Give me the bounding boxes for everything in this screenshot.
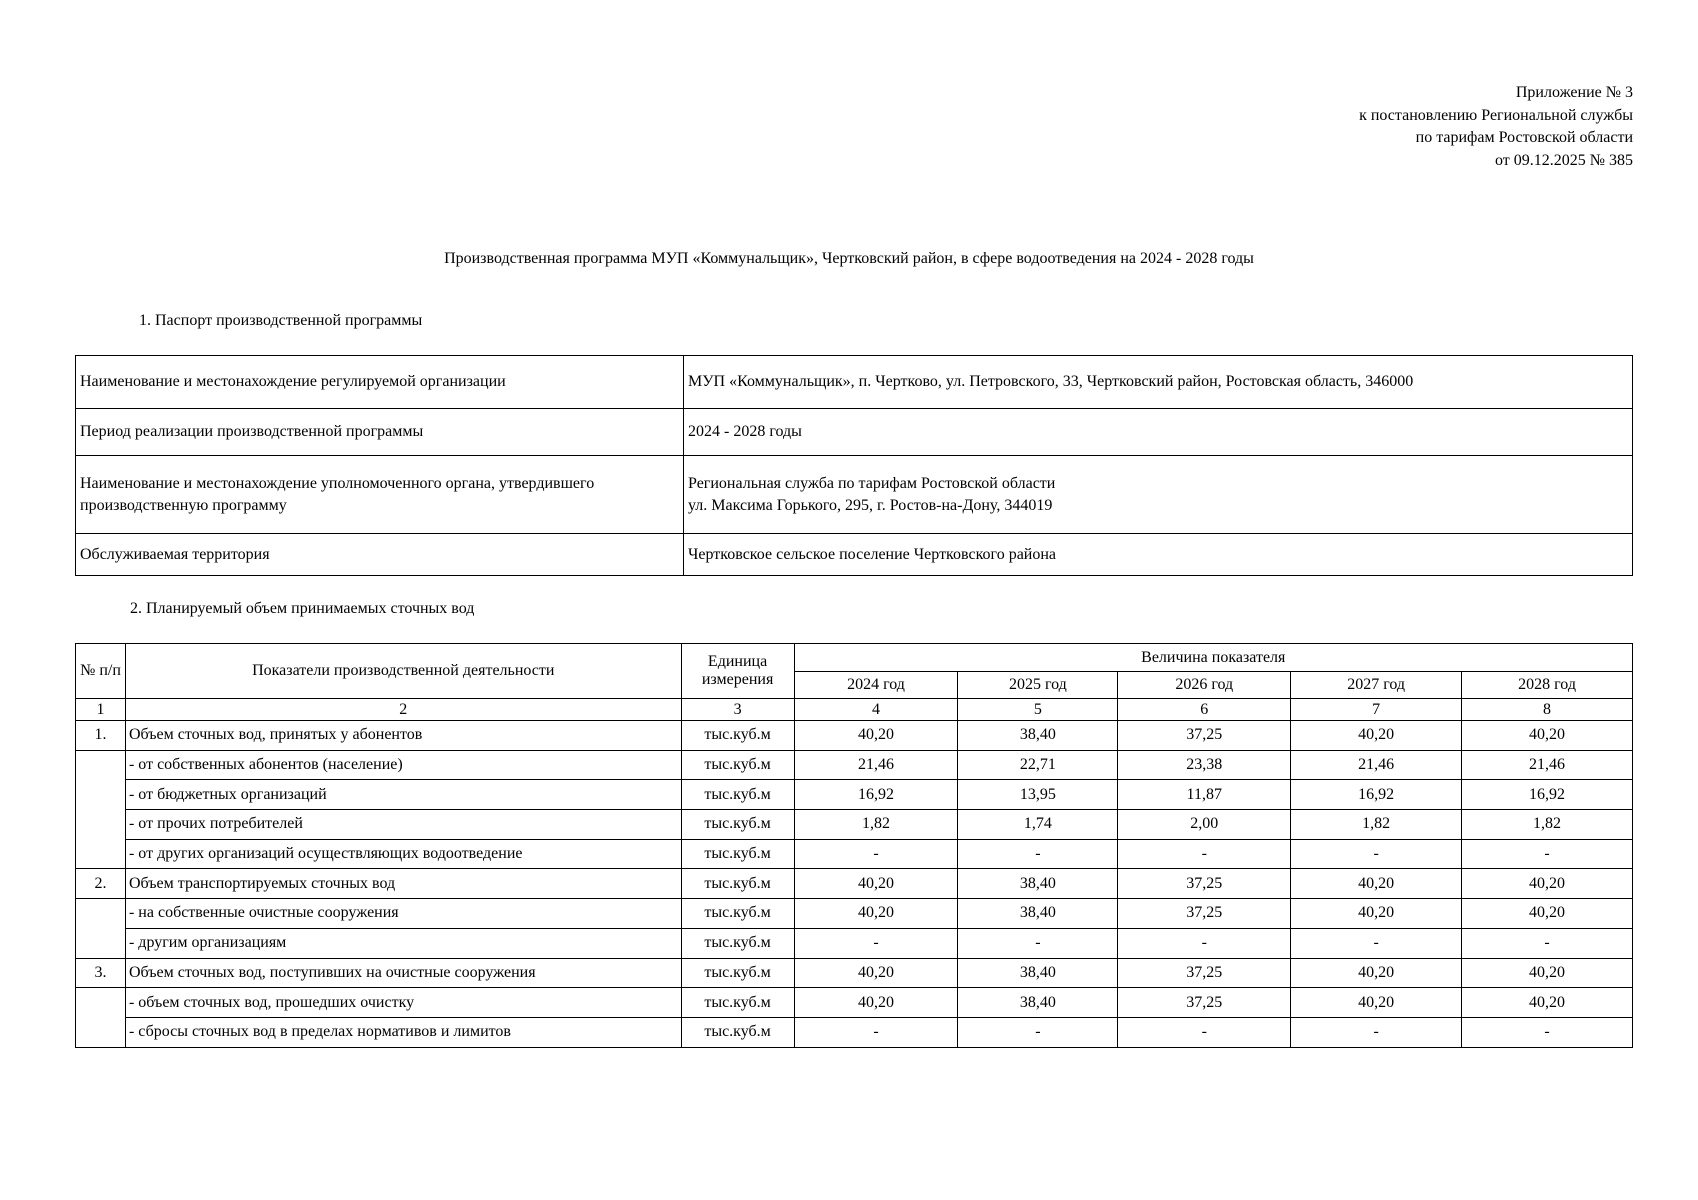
appendix-line: Приложение № 3 bbox=[1515, 84, 1633, 101]
header-row bbox=[76, 644, 1633, 672]
table-row bbox=[76, 721, 1633, 751]
row-unit: тыс.куб.м bbox=[681, 750, 794, 780]
header-year: 2024 год bbox=[794, 672, 958, 699]
row-indicator: Объем сточных вод, принятых у абонентов bbox=[125, 721, 681, 751]
row-value: 16,92 bbox=[794, 780, 958, 810]
row-indicator: Объем транспортируемых сточных вод bbox=[125, 869, 681, 899]
table-row bbox=[76, 750, 1633, 780]
column-number: 6 bbox=[1118, 699, 1291, 721]
row-value: - bbox=[1291, 1017, 1462, 1047]
row-value: 2,00 bbox=[1118, 810, 1291, 840]
passport-value: МУП «Коммунальщик», п. Чертково, ул. Петровского, 33, Чертковский район, Ростовская область, 346000 bbox=[684, 356, 1633, 409]
row-value: 40,20 bbox=[794, 721, 958, 751]
row-indicator: - от бюджетных организаций bbox=[125, 780, 681, 810]
row-indicator: - сбросы сточных вод в пределах нормативов и лимитов bbox=[125, 1017, 681, 1047]
row-value: 38,40 bbox=[958, 958, 1118, 988]
row-indicator: - от прочих потребителей bbox=[125, 810, 681, 840]
row-unit: тыс.куб.м bbox=[681, 721, 794, 751]
row-value: - bbox=[1462, 1017, 1633, 1047]
passport-label: Обслуживаемая территория bbox=[76, 534, 684, 576]
column-number: 2 bbox=[125, 699, 681, 721]
column-number: 1 bbox=[76, 699, 126, 721]
column-numbers-row bbox=[76, 699, 1633, 721]
row-value: - bbox=[958, 1017, 1118, 1047]
row-value: - bbox=[794, 839, 958, 869]
column-number: 4 bbox=[794, 699, 958, 721]
passport-value-line: Региональная служба по тарифам Ростовской области bbox=[688, 474, 1056, 492]
row-unit: тыс.куб.м bbox=[681, 928, 794, 958]
row-value: - bbox=[1291, 839, 1462, 869]
row-number: 1. bbox=[76, 721, 126, 751]
row-value: 37,25 bbox=[1118, 899, 1291, 929]
passport-row bbox=[76, 409, 1633, 456]
row-value: 37,25 bbox=[1118, 958, 1291, 988]
row-value: 40,20 bbox=[1291, 869, 1462, 899]
row-value: 40,20 bbox=[794, 988, 958, 1018]
row-value: 40,20 bbox=[1462, 958, 1633, 988]
row-unit: тыс.куб.м bbox=[681, 839, 794, 869]
row-value: 23,38 bbox=[1118, 750, 1291, 780]
row-number: 2. bbox=[76, 869, 126, 899]
table-row bbox=[76, 810, 1633, 840]
passport-row bbox=[76, 534, 1633, 576]
passport-value-line: ул. Максима Горького, 295, г. Ростов-на-Дону, 344019 bbox=[688, 496, 1053, 514]
row-unit: тыс.куб.м bbox=[681, 1017, 794, 1047]
row-indicator: Объем сточных вод, поступивших на очистные сооружения bbox=[125, 958, 681, 988]
appendix-line: к постановлению Региональной службы bbox=[1359, 106, 1633, 124]
header-indicator: Показатели производственной деятельности bbox=[125, 644, 681, 699]
row-number bbox=[76, 750, 126, 869]
header-year: 2025 год bbox=[958, 672, 1118, 699]
row-value: 22,71 bbox=[958, 750, 1118, 780]
row-value: 37,25 bbox=[1118, 988, 1291, 1018]
row-unit: тыс.куб.м bbox=[681, 780, 794, 810]
row-value: - bbox=[958, 928, 1118, 958]
section-heading-volume: 2. Планируемый объем принимаемых сточных вод bbox=[130, 600, 475, 617]
row-value: - bbox=[1118, 839, 1291, 869]
document-title: Производственная программа МУП «Коммунальщик», Чертковский район, в сфере водоотведения на 2024 - 2028 годы bbox=[444, 250, 1254, 267]
row-number bbox=[76, 899, 126, 958]
row-value: 40,20 bbox=[1462, 899, 1633, 929]
row-number bbox=[76, 988, 126, 1047]
row-value: 40,20 bbox=[794, 869, 958, 899]
row-unit: тыс.куб.м bbox=[681, 810, 794, 840]
row-number: 3. bbox=[76, 958, 126, 988]
row-value: 16,92 bbox=[1462, 780, 1633, 810]
row-value: 40,20 bbox=[794, 899, 958, 929]
row-value: 40,20 bbox=[1462, 721, 1633, 751]
row-value: 38,40 bbox=[958, 988, 1118, 1018]
row-value: - bbox=[1291, 928, 1462, 958]
passport-label: Период реализации производственной программы bbox=[76, 409, 684, 456]
appendix-line: по тарифам Ростовской области bbox=[1415, 129, 1633, 146]
passport-table bbox=[75, 355, 1633, 576]
passport-value bbox=[684, 456, 1633, 534]
row-unit: тыс.куб.м bbox=[681, 899, 794, 929]
row-value: 13,95 bbox=[958, 780, 1118, 810]
passport-value: 2024 - 2028 годы bbox=[684, 409, 1633, 456]
row-value: 38,40 bbox=[958, 721, 1118, 751]
volume-table bbox=[75, 643, 1633, 1048]
row-value: 38,40 bbox=[958, 899, 1118, 929]
row-value: 40,20 bbox=[1462, 869, 1633, 899]
appendix-header bbox=[1359, 82, 1633, 172]
row-value: - bbox=[794, 1017, 958, 1047]
row-value: 37,25 bbox=[1118, 869, 1291, 899]
table-row bbox=[76, 1017, 1633, 1047]
table-row bbox=[76, 839, 1633, 869]
row-value: 1,82 bbox=[1462, 810, 1633, 840]
row-indicator: - от собственных абонентов (население) bbox=[125, 750, 681, 780]
row-value: 21,46 bbox=[1291, 750, 1462, 780]
passport-label: Наименование и местонахождение уполномоченного органа, утвердившего производственную программу bbox=[76, 456, 684, 534]
row-value: 40,20 bbox=[1462, 988, 1633, 1018]
row-value: - bbox=[1462, 839, 1633, 869]
row-value: 40,20 bbox=[1291, 899, 1462, 929]
appendix-line: от 09.12.2025 № 385 bbox=[1494, 151, 1633, 169]
row-value: 40,20 bbox=[1291, 988, 1462, 1018]
row-value: - bbox=[1118, 928, 1291, 958]
column-number: 5 bbox=[958, 699, 1118, 721]
row-value: - bbox=[794, 928, 958, 958]
passport-row bbox=[76, 356, 1633, 409]
row-value: 40,20 bbox=[1291, 958, 1462, 988]
table-row bbox=[76, 780, 1633, 810]
header-unit: Единица измерения bbox=[681, 644, 794, 699]
row-value: - bbox=[1118, 1017, 1291, 1047]
row-indicator: - на собственные очистные сооружения bbox=[125, 899, 681, 929]
row-indicator: - объем сточных вод, прошедших очистку bbox=[125, 988, 681, 1018]
header-year: 2028 год bbox=[1462, 672, 1633, 699]
row-indicator: - другим организациям bbox=[125, 928, 681, 958]
row-value: 1,82 bbox=[794, 810, 958, 840]
header-value-group: Величина показателя bbox=[794, 644, 1632, 672]
row-value: 1,82 bbox=[1291, 810, 1462, 840]
row-unit: тыс.куб.м bbox=[681, 988, 794, 1018]
table-row bbox=[76, 899, 1633, 929]
row-value: 40,20 bbox=[1291, 721, 1462, 751]
passport-row bbox=[76, 456, 1633, 534]
header-year: 2027 год bbox=[1291, 672, 1462, 699]
row-value: 21,46 bbox=[794, 750, 958, 780]
row-value: 1,74 bbox=[958, 810, 1118, 840]
row-value: - bbox=[958, 839, 1118, 869]
row-value: 38,40 bbox=[958, 869, 1118, 899]
table-row bbox=[76, 869, 1633, 899]
row-value: 16,92 bbox=[1291, 780, 1462, 810]
column-number: 7 bbox=[1291, 699, 1462, 721]
header-year: 2026 год bbox=[1118, 672, 1291, 699]
table-row bbox=[76, 988, 1633, 1018]
table-row bbox=[76, 958, 1633, 988]
column-number: 8 bbox=[1462, 699, 1633, 721]
row-value: 40,20 bbox=[794, 958, 958, 988]
row-value: - bbox=[1462, 928, 1633, 958]
header-num: № п/п bbox=[76, 644, 126, 699]
row-unit: тыс.куб.м bbox=[681, 869, 794, 899]
row-value: 11,87 bbox=[1118, 780, 1291, 810]
passport-value: Чертковское сельское поселение Чертковского района bbox=[684, 534, 1633, 576]
row-value: 37,25 bbox=[1118, 721, 1291, 751]
row-unit: тыс.куб.м bbox=[681, 958, 794, 988]
section-heading-passport: 1. Паспорт производственной программы bbox=[139, 312, 423, 329]
column-number: 3 bbox=[681, 699, 794, 721]
passport-label: Наименование и местонахождение регулируемой организации bbox=[76, 356, 684, 409]
table-row bbox=[76, 928, 1633, 958]
row-indicator: - от других организаций осуществляющих водоотведение bbox=[125, 839, 681, 869]
row-value: 21,46 bbox=[1462, 750, 1633, 780]
